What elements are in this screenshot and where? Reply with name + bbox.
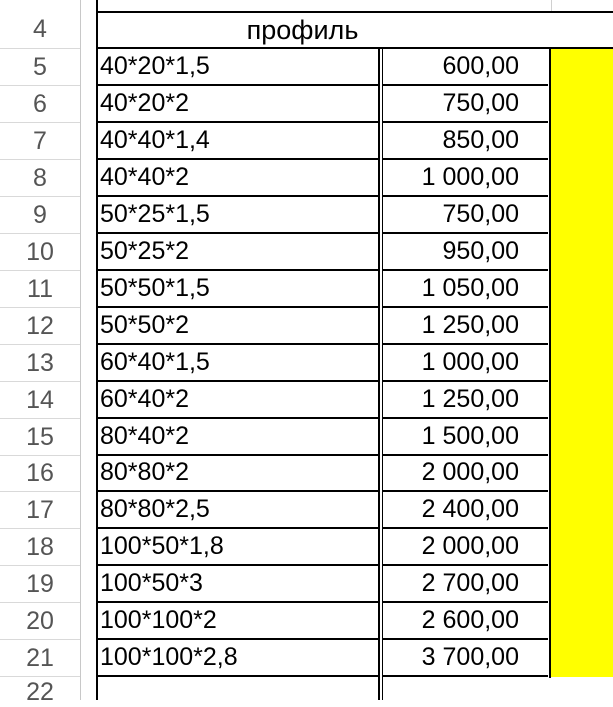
cell-price[interactable]: 1 500,00 [382,419,548,456]
row-number-12[interactable]: 12 [0,308,80,345]
grid-line [551,0,552,11]
row-3-remnant [0,0,613,11]
cell-highlight[interactable] [551,455,613,492]
cell-price[interactable]: 750,00 [382,197,548,234]
row-number-6[interactable]: 6 [0,86,80,123]
row-number-22[interactable]: 22 [26,678,54,706]
cell-highlight[interactable] [551,529,613,566]
cell-highlight[interactable] [551,271,613,308]
cell-price[interactable]: 1 050,00 [382,271,548,308]
cell-price[interactable]: 1 000,00 [382,160,548,197]
row-number-4[interactable]: 4 [0,11,80,49]
cell-price[interactable]: 2 000,00 [382,455,548,492]
cell-profile-name[interactable]: 50*25*1,5 [98,197,379,234]
cell-price[interactable]: 600,00 [382,49,548,86]
header-title: профиль [246,14,359,45]
cell-highlight[interactable] [551,234,613,271]
row-number-13[interactable]: 13 [0,345,80,382]
cell-highlight[interactable] [551,603,613,640]
cell-profile-name[interactable]: 80*40*2 [98,419,379,456]
cell-highlight[interactable] [551,308,613,345]
cell-price[interactable]: 750,00 [382,86,548,123]
cell-profile-name[interactable]: 60*40*1,5 [98,345,379,382]
column-divider-price-yellow [549,49,551,678]
row-number-10[interactable]: 10 [0,234,80,271]
cell-highlight[interactable] [551,492,613,529]
cell-profile-name[interactable]: 40*40*2 [98,160,379,197]
row-number-18[interactable]: 18 [0,529,80,566]
cell-highlight[interactable] [551,86,613,123]
cell-highlight[interactable] [551,419,613,456]
cell-profile-name[interactable]: 80*80*2,5 [98,492,379,529]
row-number-8[interactable]: 8 [0,160,80,197]
cell-price[interactable]: 2 600,00 [382,603,548,640]
cell-profile-name[interactable]: 80*80*2 [98,455,379,492]
cell-price[interactable]: 850,00 [382,123,548,160]
cell-price[interactable]: 1 250,00 [382,308,548,345]
cell-profile-name[interactable]: 100*50*3 [98,566,379,603]
cell-profile-name[interactable]: 100*50*1,8 [98,529,379,566]
cell-profile-name[interactable]: 40*20*2 [98,86,379,123]
cell-price[interactable]: 1 250,00 [382,382,548,419]
cell-profile-name[interactable]: 100*100*2,8 [98,640,379,677]
cell-price[interactable]: 3 700,00 [382,640,548,677]
row-number-5[interactable]: 5 [0,49,80,86]
row-number-17[interactable]: 17 [0,492,80,529]
cell-profile-name[interactable]: 50*25*2 [98,234,379,271]
column-divider-double [382,49,383,700]
row-number-11[interactable]: 11 [0,271,80,308]
cell-price[interactable]: 1 000,00 [382,345,548,382]
column-divider-name-price [378,49,380,700]
cell-profile-name[interactable]: 60*40*2 [98,382,379,419]
cell-profile-name[interactable]: 100*100*2 [98,603,379,640]
cell-price[interactable]: 950,00 [382,234,548,271]
gutter-divider [80,0,81,700]
cell-profile-name[interactable]: 50*50*1,5 [98,271,379,308]
cell-profile-name[interactable]: 50*50*2 [98,308,379,345]
cell-highlight[interactable] [551,160,613,197]
row-number-15[interactable]: 15 [0,419,80,456]
cell-highlight[interactable] [551,566,613,603]
cell-profile-name[interactable]: 40*20*1,5 [98,49,379,86]
cell-profile-name[interactable]: 40*40*1,4 [98,123,379,160]
row-number-20[interactable]: 20 [0,603,80,640]
cell-price[interactable]: 2 000,00 [382,529,548,566]
cell-highlight[interactable] [551,382,613,419]
cell-highlight[interactable] [551,640,613,677]
cell-highlight[interactable] [551,345,613,382]
row-number-21[interactable]: 21 [0,640,80,677]
row-number-16[interactable]: 16 [0,455,80,492]
row-number-19[interactable]: 19 [0,566,80,603]
cell-name-empty[interactable] [98,678,379,700]
cell-highlight[interactable] [551,49,613,86]
row-number-7[interactable]: 7 [0,123,80,160]
cell-highlight[interactable] [551,197,613,234]
cell-highlight[interactable] [551,123,613,160]
table-header[interactable] [96,11,613,49]
row-number-9[interactable]: 9 [0,197,80,234]
row-number-14[interactable]: 14 [0,382,80,419]
cell-price[interactable]: 2 400,00 [382,492,548,529]
cell-price[interactable]: 2 700,00 [382,566,548,603]
